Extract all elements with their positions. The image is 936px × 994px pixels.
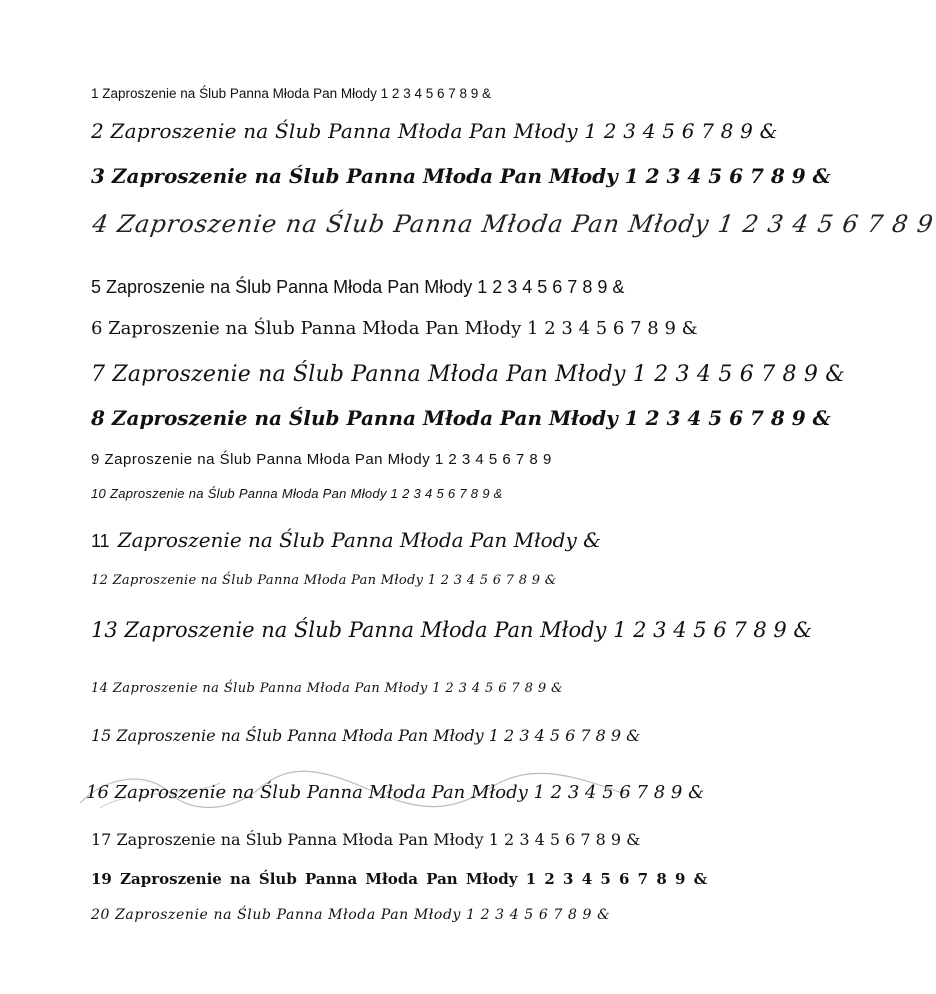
font-sample-line-4: 4 Zaproszenie na Ślub Panna Młoda Pan Młody 1 2 3 4 5 6 7 8 9 bbox=[90, 210, 936, 238]
font-sample-line-6: 6 Zaproszenie na Ślub Panna Młoda Pan Młody 1 2 3 4 5 6 7 8 9 & bbox=[91, 318, 698, 339]
font-sample-line-7: 7 Zaproszenie na Ślub Panna Młoda Pan Młody 1 2 3 4 5 6 7 8 9 & bbox=[91, 362, 846, 387]
font-sample-line-20: 20 Zaproszenie na Ślub Panna Młoda Pan Młody 1 2 3 4 5 6 7 8 9 & bbox=[91, 907, 611, 923]
font-sample-line-11 bbox=[91, 530, 601, 550]
line-11-number: 11 bbox=[91, 531, 110, 551]
font-sample-line-15: 15 Zaproszenie na Ślub Panna Młoda Pan Młody 1 2 3 4 5 6 7 8 9 & bbox=[91, 726, 641, 745]
font-sample-line-17: 17 Zaproszenie na Ślub Panna Młoda Pan Młody 1 2 3 4 5 6 7 8 9 & bbox=[91, 830, 641, 849]
font-sample-line-14: 14 Zaproszenie na Ślub Panna Młoda Pan Młody 1 2 3 4 5 6 7 8 9 & bbox=[91, 681, 564, 696]
line-11-text: Zaproszenie na Ślub Panna Młoda Pan Młody & bbox=[117, 528, 601, 552]
font-sample-line-9: 9 Zaproszenie na Ślub Panna Młoda Pan Młody 1 2 3 4 5 6 7 8 9 bbox=[91, 451, 552, 468]
font-sample-line-1: 1 Zaproszenie na Ślub Panna Młoda Pan Młody 1 2 3 4 5 6 7 8 9 & bbox=[91, 86, 492, 101]
font-sample-line-12: 12 Zaproszenie na Ślub Panna Młoda Pan Młody 1 2 3 4 5 6 7 8 9 & bbox=[91, 573, 557, 588]
font-sample-line-16: 16 Zaproszenie na Ślub Panna Młoda Pan Młody 1 2 3 4 5 6 7 8 9 & bbox=[86, 782, 705, 803]
font-sample-line-5: 5 Zaproszenie na Ślub Panna Młoda Pan Młody 1 2 3 4 5 6 7 8 9 & bbox=[91, 277, 625, 297]
font-sample-line-10: 10 Zaproszenie na Ślub Panna Młoda Pan Młody 1 2 3 4 5 6 7 8 9 & bbox=[91, 486, 503, 501]
font-sample-line-2: 2 Zaproszenie na Ślub Panna Młoda Pan Młody 1 2 3 4 5 6 7 8 9 & bbox=[91, 119, 778, 143]
font-sample-line-3: 3 Zaproszenie na Ślub Panna Młoda Pan Młody 1 2 3 4 5 6 7 8 9 & bbox=[91, 164, 831, 188]
font-sample-line-8: 8 Zaproszenie na Ślub Panna Młoda Pan Młody 1 2 3 4 5 6 7 8 9 & bbox=[91, 406, 831, 430]
font-sample-line-13: 13 Zaproszenie na Ślub Panna Młoda Pan Młody 1 2 3 4 5 6 7 8 9 & bbox=[91, 618, 813, 642]
font-sample-line-19: 19 Zaproszenie na Ślub Panna Młoda Pan Młody 1 2 3 4 5 6 7 8 9 & bbox=[91, 870, 708, 888]
